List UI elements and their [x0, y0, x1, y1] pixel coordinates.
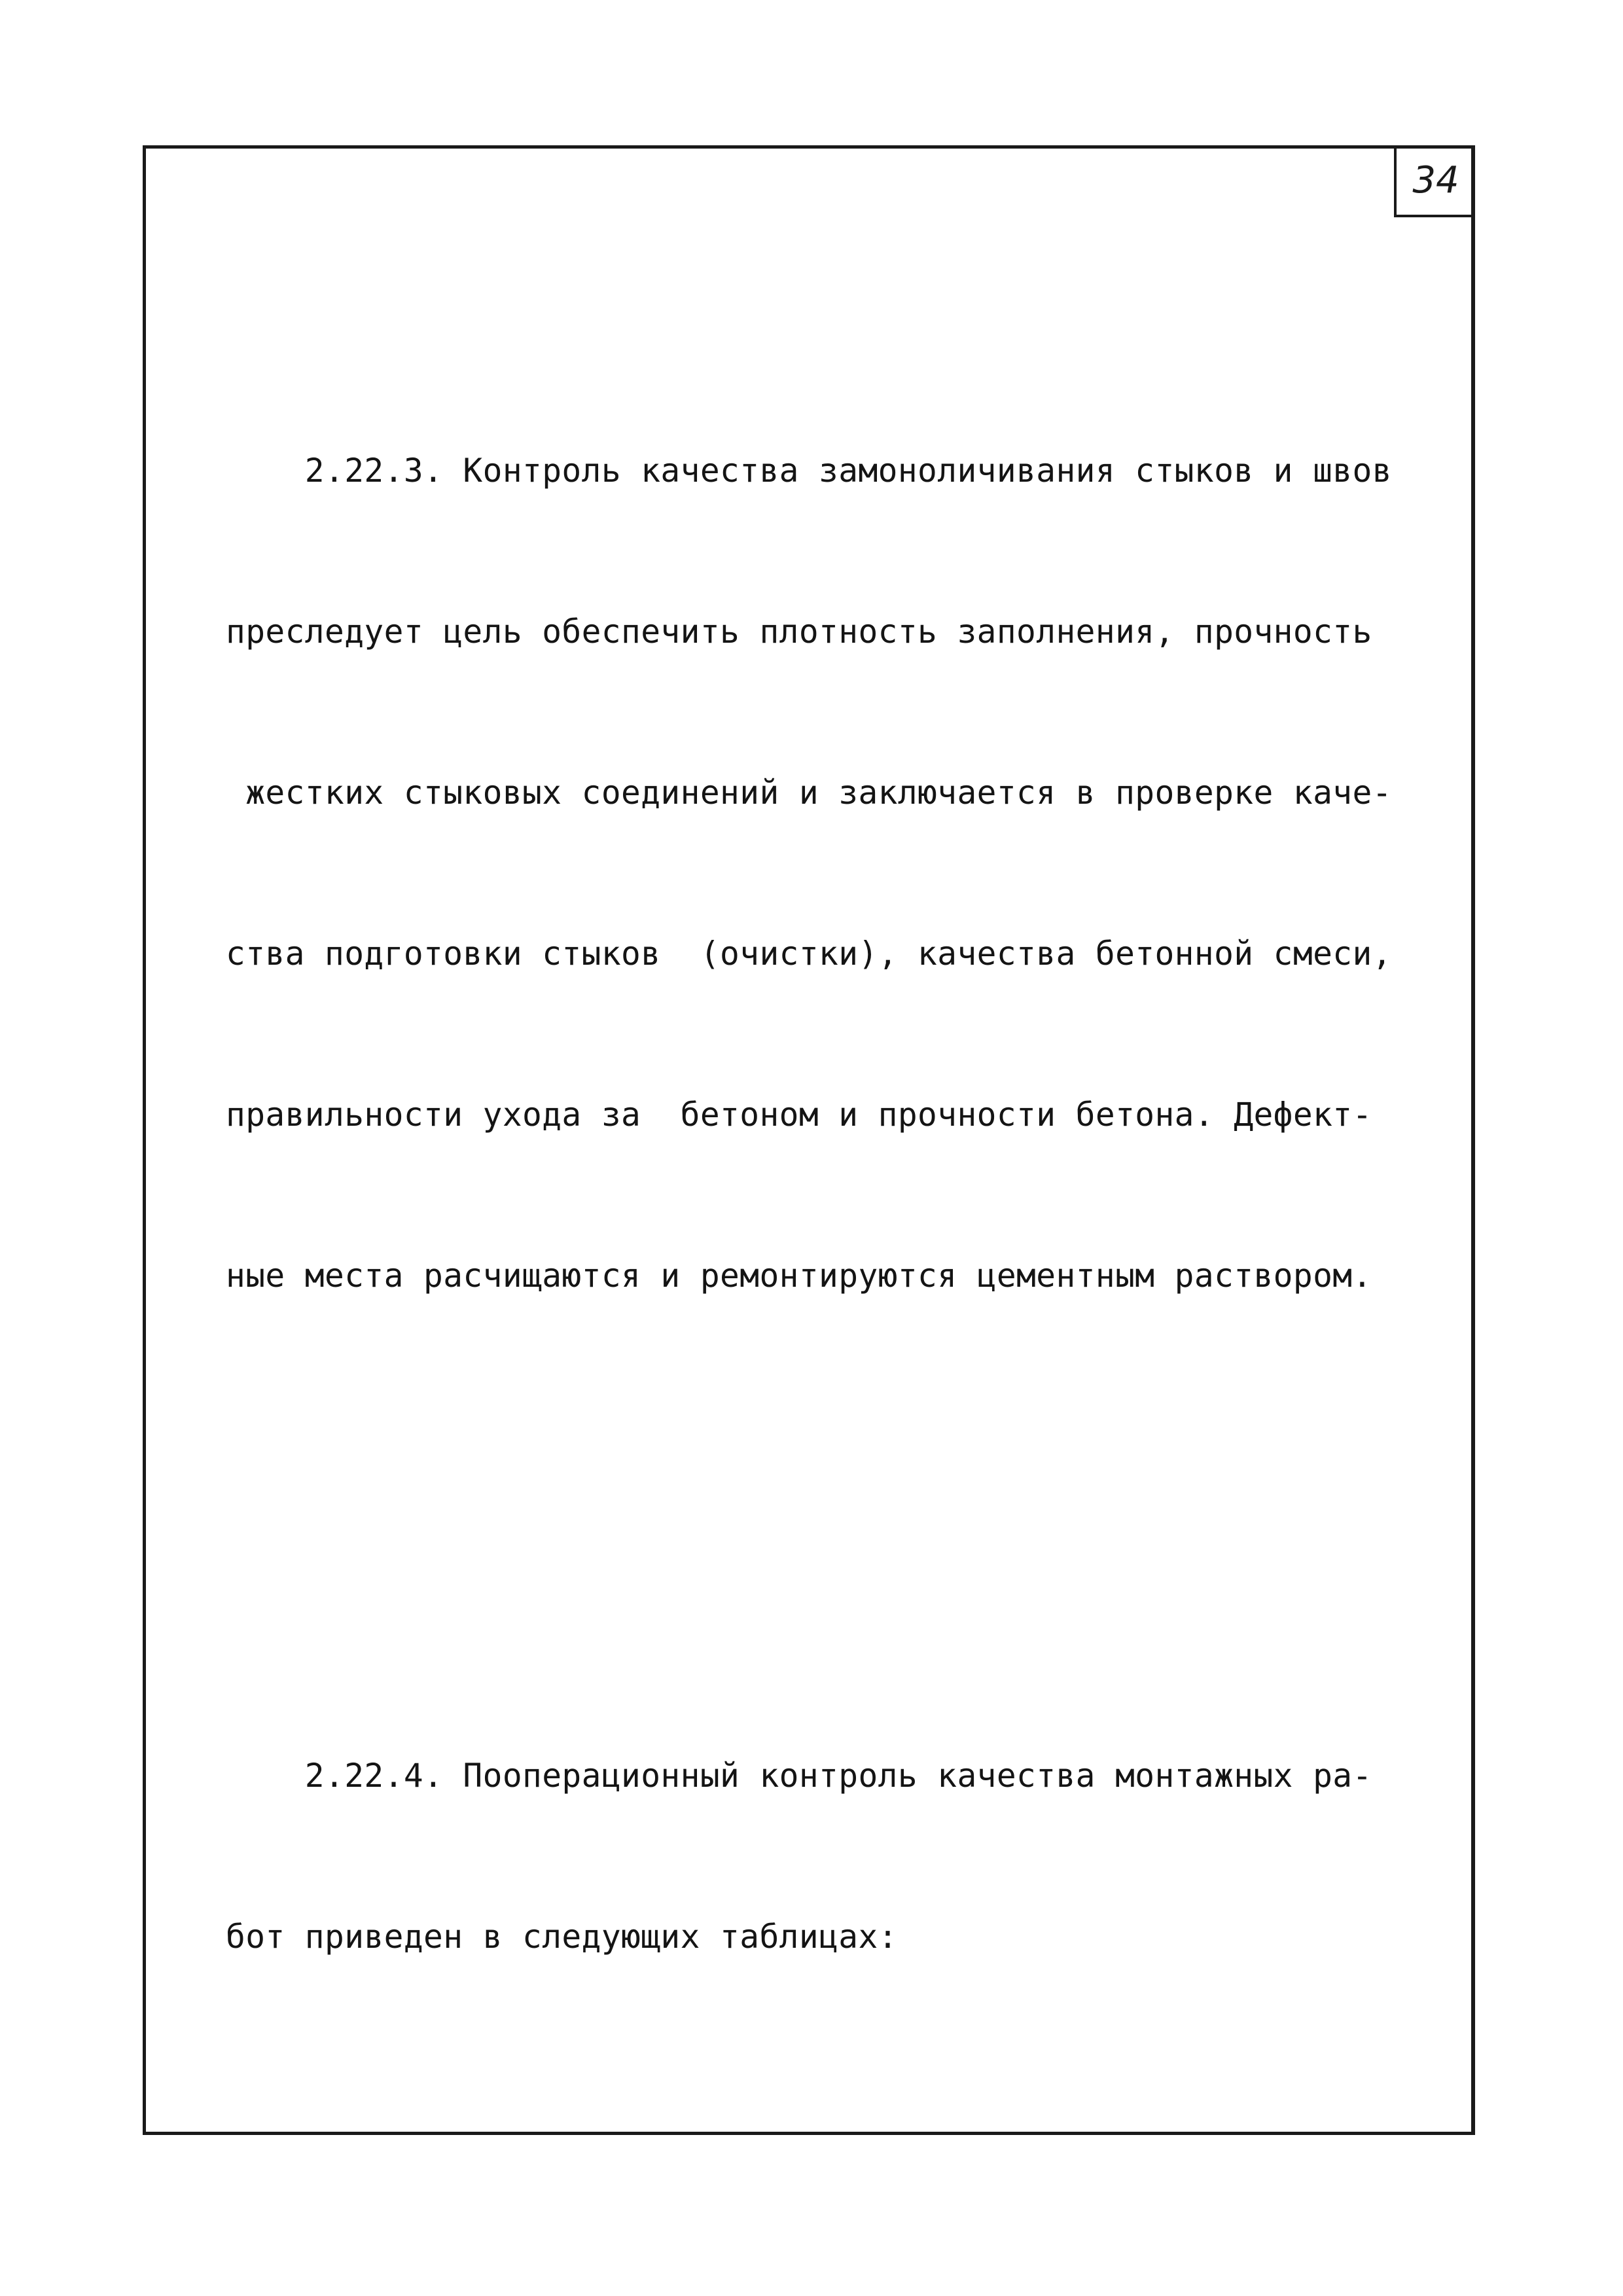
text-line: преследует цель обеспечить плотность заполнения, прочность — [226, 613, 1372, 651]
text-line: ства подготовки стыков (очистки), качества бетонной смеси, — [226, 935, 1392, 973]
text-line: правильности ухода за бетоном и прочности бетона. Дефект- — [226, 1096, 1372, 1134]
paragraph-gap — [226, 1517, 1450, 1534]
text-line: 2.22.4. Пооперационный контроль качества монтажных ра- — [226, 1757, 1372, 1795]
text-line: ные места расчищаются и ремонтируются цементным раствором. — [226, 1257, 1372, 1295]
page-number: 34 — [1394, 145, 1475, 217]
text-line: 2.22.3. Контроль качества замоноличивания стыков и швов — [226, 452, 1392, 490]
paragraph-2-22-3 — [226, 336, 1450, 1410]
text-line: жестких стыковых соединений и заключается в проверке каче- — [226, 774, 1392, 812]
document-body — [226, 229, 1450, 2125]
text-line: бот приведен в следующих таблицах: — [226, 1918, 898, 1956]
paragraph-2-22-4 — [226, 1641, 1450, 2071]
